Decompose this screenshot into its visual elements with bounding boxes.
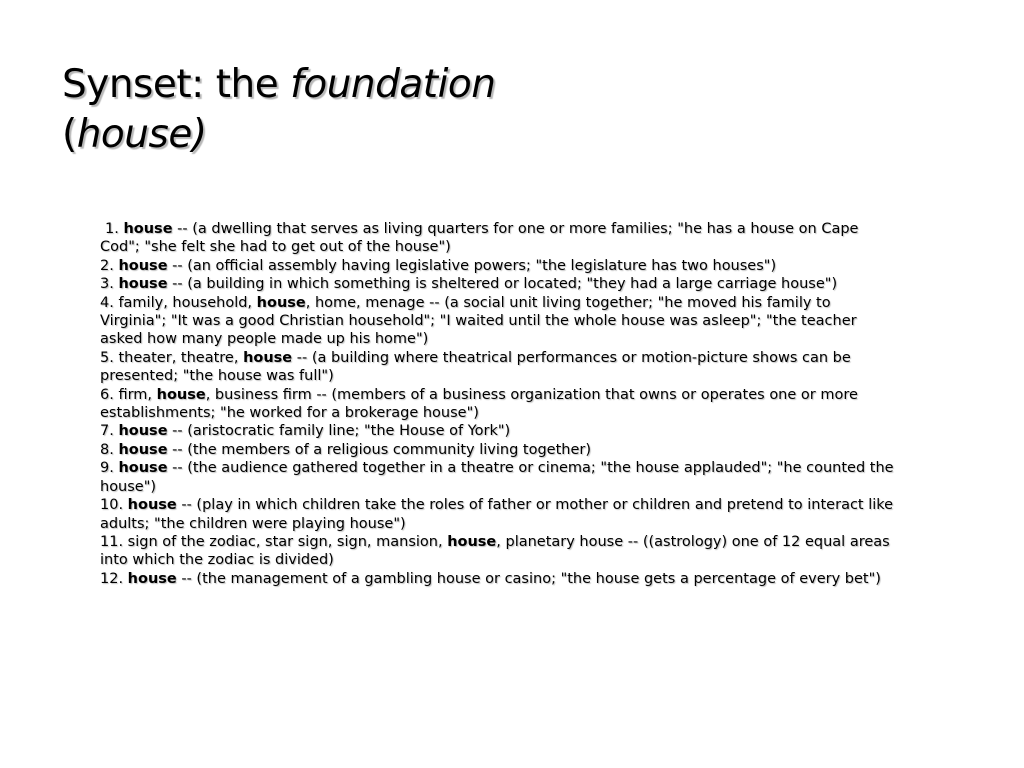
sense-item-8 (100, 441, 900, 459)
sense-prefix: 3. (100, 276, 119, 293)
sense-lemma: house (123, 221, 173, 237)
sense-item-11 (100, 533, 900, 570)
sense-item-6 (100, 386, 900, 423)
sense-lemma: house (127, 497, 177, 514)
sense-prefix: 10. (100, 497, 128, 514)
sense-gloss: -- (aristocratic family line; "the House of York") (167, 423, 511, 440)
sense-gloss: -- (the members of a religious community living together) (167, 441, 591, 458)
sense-prefix: 6. firm, (100, 386, 157, 403)
sense-gloss: , planetary house -- ((astrology) one of 12 equal areas into which the zodiac is divided) (100, 533, 890, 569)
sense-lemma: house (256, 294, 306, 311)
sense-lemma: house (127, 570, 177, 587)
slide-title (62, 60, 962, 160)
sense-prefix: 7. (100, 423, 119, 440)
sense-prefix: 12. (100, 570, 128, 587)
sense-prefix: 5. theater, theatre, (100, 349, 244, 366)
sense-lemma: house (118, 257, 168, 274)
sense-item-9 (100, 459, 900, 496)
sense-lemma: house (156, 386, 206, 403)
sense-item-12 (100, 570, 900, 588)
sense-gloss: -- (play in which children take the roles of father or mother or children and pretend to interact like adults; "the children were playing house") (100, 497, 894, 532)
sense-prefix: 1. (105, 221, 124, 237)
sense-gloss: -- (a dwelling that serves as living quarters for one or more families; "he has a house on Cape Cod"; "she felt she had to get out of the house") (100, 221, 859, 256)
sense-item-5 (100, 349, 900, 386)
sense-item-10 (100, 496, 900, 533)
sense-lemma: house (118, 276, 168, 293)
title-term-foundation: foundation (290, 62, 496, 107)
sense-prefix: 4. family, household, (100, 294, 257, 311)
sense-list (100, 220, 900, 588)
title-term-house: house) (76, 112, 207, 157)
sense-gloss: -- (the audience gathered together in a theatre or cinema; "the house applauded"; "he counted the house") (100, 460, 894, 495)
sense-gloss: , home, menage -- (a social unit living together; "he moved his family to Virginia"; "It was a good Christian household"; "I waited until the whole house was asleep"; "the teacher asked how many people made up his home") (100, 294, 857, 348)
sense-lemma: house (243, 349, 293, 366)
sense-lemma: house (118, 460, 168, 477)
sense-gloss: -- (a building where theatrical performances or motion-picture shows can be presented; "the house was full") (100, 349, 851, 385)
sense-prefix: 11. sign of the zodiac, star sign, sign, mansion, (100, 533, 448, 550)
sense-gloss: -- (an official assembly having legislative powers; "the legislature has two houses") (167, 257, 777, 274)
sense-item-2 (100, 257, 900, 275)
sense-prefix: 2. (100, 257, 119, 274)
sense-item-7 (100, 422, 900, 440)
sense-item-1 (100, 220, 900, 257)
sense-lemma: house (118, 441, 168, 458)
sense-prefix: 8. (100, 441, 119, 458)
sense-gloss: -- (the management of a gambling house or casino; "the house gets a percentage of every bet") (176, 570, 881, 587)
title-open-paren: ( (62, 112, 77, 157)
sense-prefix: 9. (100, 460, 119, 477)
title-prefix: Synset: the (62, 62, 291, 107)
sense-lemma: house (447, 533, 497, 550)
sense-gloss: -- (a building in which something is sheltered or located; "they had a large carriage house") (167, 276, 838, 293)
sense-gloss: , business firm -- (members of a business organization that owns or operates one or more establishments; "he worked for a brokerage house") (100, 386, 858, 422)
sense-lemma: house (118, 423, 168, 440)
sense-item-4 (100, 294, 900, 349)
sense-item-3 (100, 275, 900, 293)
